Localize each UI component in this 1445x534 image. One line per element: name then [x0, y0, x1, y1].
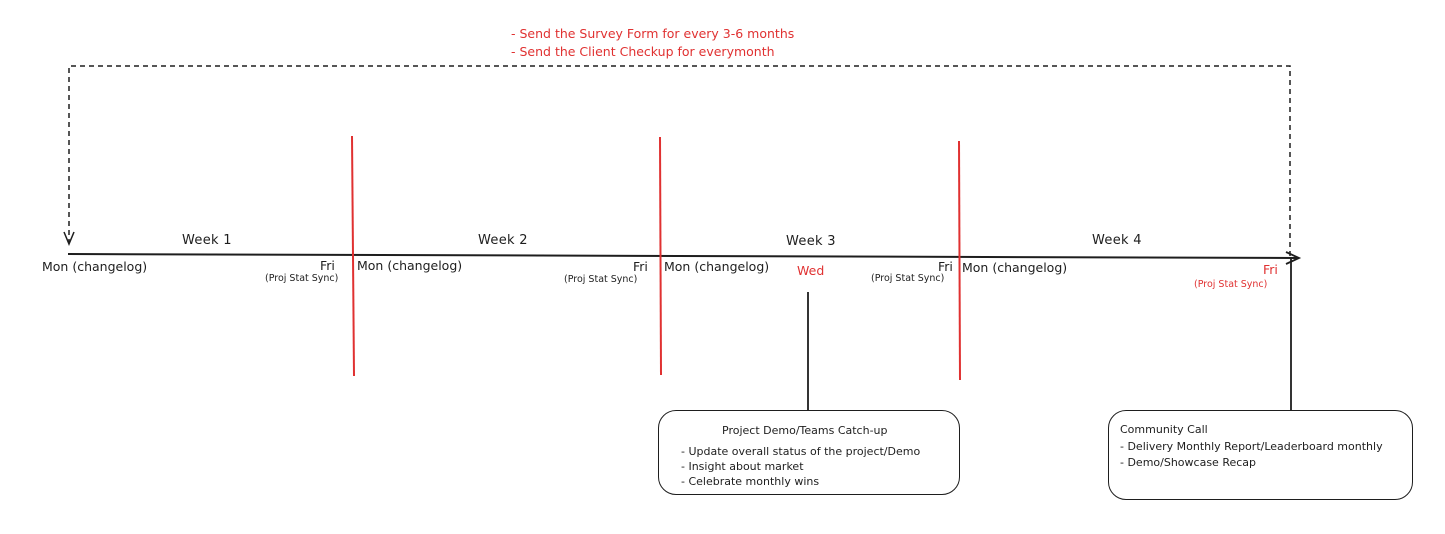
project-demo-box — [658, 410, 960, 495]
week-separator-3 — [959, 141, 960, 380]
stat-sync-label-week-2: (Proj Stat Sync) — [564, 274, 638, 285]
project-demo-item-3: - Celebrate monthly wins — [681, 475, 820, 488]
community-call-item-2: - Demo/Showcase Recap — [1120, 456, 1257, 469]
friday-label-week-3: Fri — [938, 259, 953, 274]
timeline-axis — [68, 254, 1298, 258]
week-label-3: Week 3 — [786, 234, 836, 249]
friday-label-week-2: Fri — [633, 259, 648, 274]
monday-label-week-3: Mon (changelog) — [664, 259, 770, 274]
community-call-box — [1108, 410, 1413, 500]
wednesday-label: Wed — [797, 263, 825, 278]
monday-label-week-1: Mon (changelog) — [42, 259, 148, 274]
week-label-2: Week 2 — [478, 233, 528, 248]
community-call-title: Community Call — [1120, 423, 1208, 436]
week-label-1: Week 1 — [182, 233, 232, 248]
stat-sync-label-week-4: (Proj Stat Sync) — [1194, 279, 1268, 290]
stat-sync-label-week-1: (Proj Stat Sync) — [265, 273, 339, 284]
friday-label-week-4: Fri — [1263, 262, 1278, 277]
note-survey-form: - Send the Survey Form for every 3-6 months — [511, 26, 795, 41]
project-demo-item-1: - Update overall status of the project/Demo — [681, 445, 921, 458]
week-separator-1 — [352, 136, 354, 376]
monday-label-week-2: Mon (changelog) — [357, 258, 463, 273]
stat-sync-label-week-3: (Proj Stat Sync) — [871, 273, 945, 284]
community-call-item-1: - Delivery Monthly Report/Leaderboard monthly — [1120, 440, 1383, 453]
week-separator-2 — [660, 137, 661, 375]
friday-label-week-1: Fri — [320, 258, 335, 273]
dashed-loop-arrow — [69, 66, 1290, 256]
project-demo-title: Project Demo/Teams Catch-up — [722, 424, 888, 437]
monday-label-week-4: Mon (changelog) — [962, 260, 1068, 275]
project-demo-item-2: - Insight about market — [681, 460, 804, 473]
week-label-4: Week 4 — [1092, 233, 1142, 248]
note-client-checkup: - Send the Client Checkup for everymonth — [511, 44, 775, 59]
